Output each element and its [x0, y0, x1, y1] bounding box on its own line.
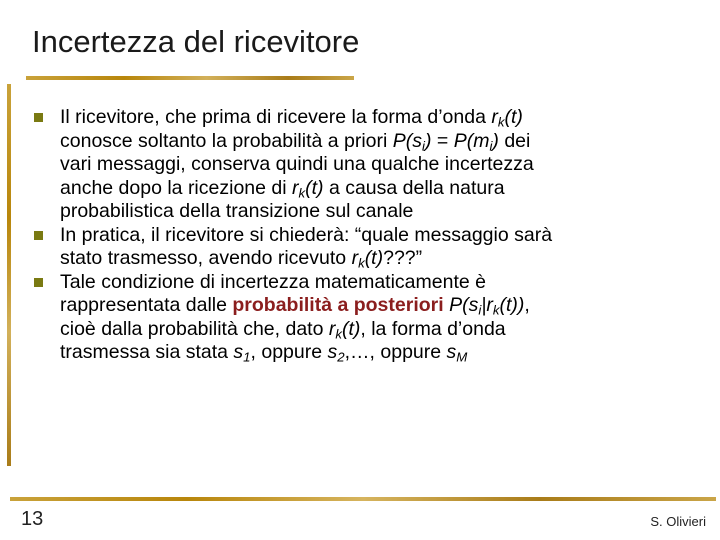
footer-line — [10, 497, 716, 501]
slide-title: Incertezza del ricevitore — [32, 24, 360, 59]
page-number: 13 — [21, 508, 44, 530]
bullet-item-3 — [34, 271, 674, 365]
bullet-square-icon — [34, 113, 43, 122]
author-name: S. Olivieri — [650, 514, 706, 529]
bullet-square-icon — [34, 231, 43, 240]
bullet-item-1 — [34, 106, 674, 224]
left-border-line — [7, 84, 11, 466]
bullet-1-line-1: Il ricevitore, che prima di ricevere la forma d’onda $r_k(t)$ — [60, 106, 523, 130]
bullet-square-icon — [34, 278, 43, 287]
bullet-1-line-2: conosce soltanto la probabilità a priori $P(s_i) = P(m_i)$ dei — [60, 129, 531, 153]
bullet-3-line-3: cioè dalla probabilità che, dato $r_k(t)$, la forma d’onda — [60, 317, 506, 341]
bullet-1-line-5: probabilistica della transizione sul canale — [60, 200, 414, 222]
bullet-2-line-1: In pratica, il ricevitore si chiederà: “quale messaggio sarà — [60, 223, 553, 246]
title-underline — [26, 76, 354, 80]
bullet-3-line-4: trasmessa sia stata $s_1$, oppure $s_2,\dots$, oppure $s_M$ — [60, 341, 468, 365]
bullet-2-line-2: stato trasmesso, avendo ricevuto $r_k(t)$???” — [60, 247, 423, 271]
bullet-3-line-2: rappresentata dalle probabilità a posteriori $P(s_i|r_k(t))$, — [60, 294, 530, 318]
posterior-probability-term: probabilità a posteriori — [232, 294, 444, 316]
bullet-item-2 — [34, 224, 674, 271]
bullet-1-line-4: anche dopo la ricezione di $r_k(t)$ a causa della natura — [60, 176, 505, 200]
bullet-1-line-3: vari messaggi, conserva quindi una qualche incertezza — [60, 153, 534, 175]
bullet-3-line-1: Tale condizione di incertezza matematicamente è — [60, 270, 486, 293]
bullet-list — [34, 106, 674, 365]
